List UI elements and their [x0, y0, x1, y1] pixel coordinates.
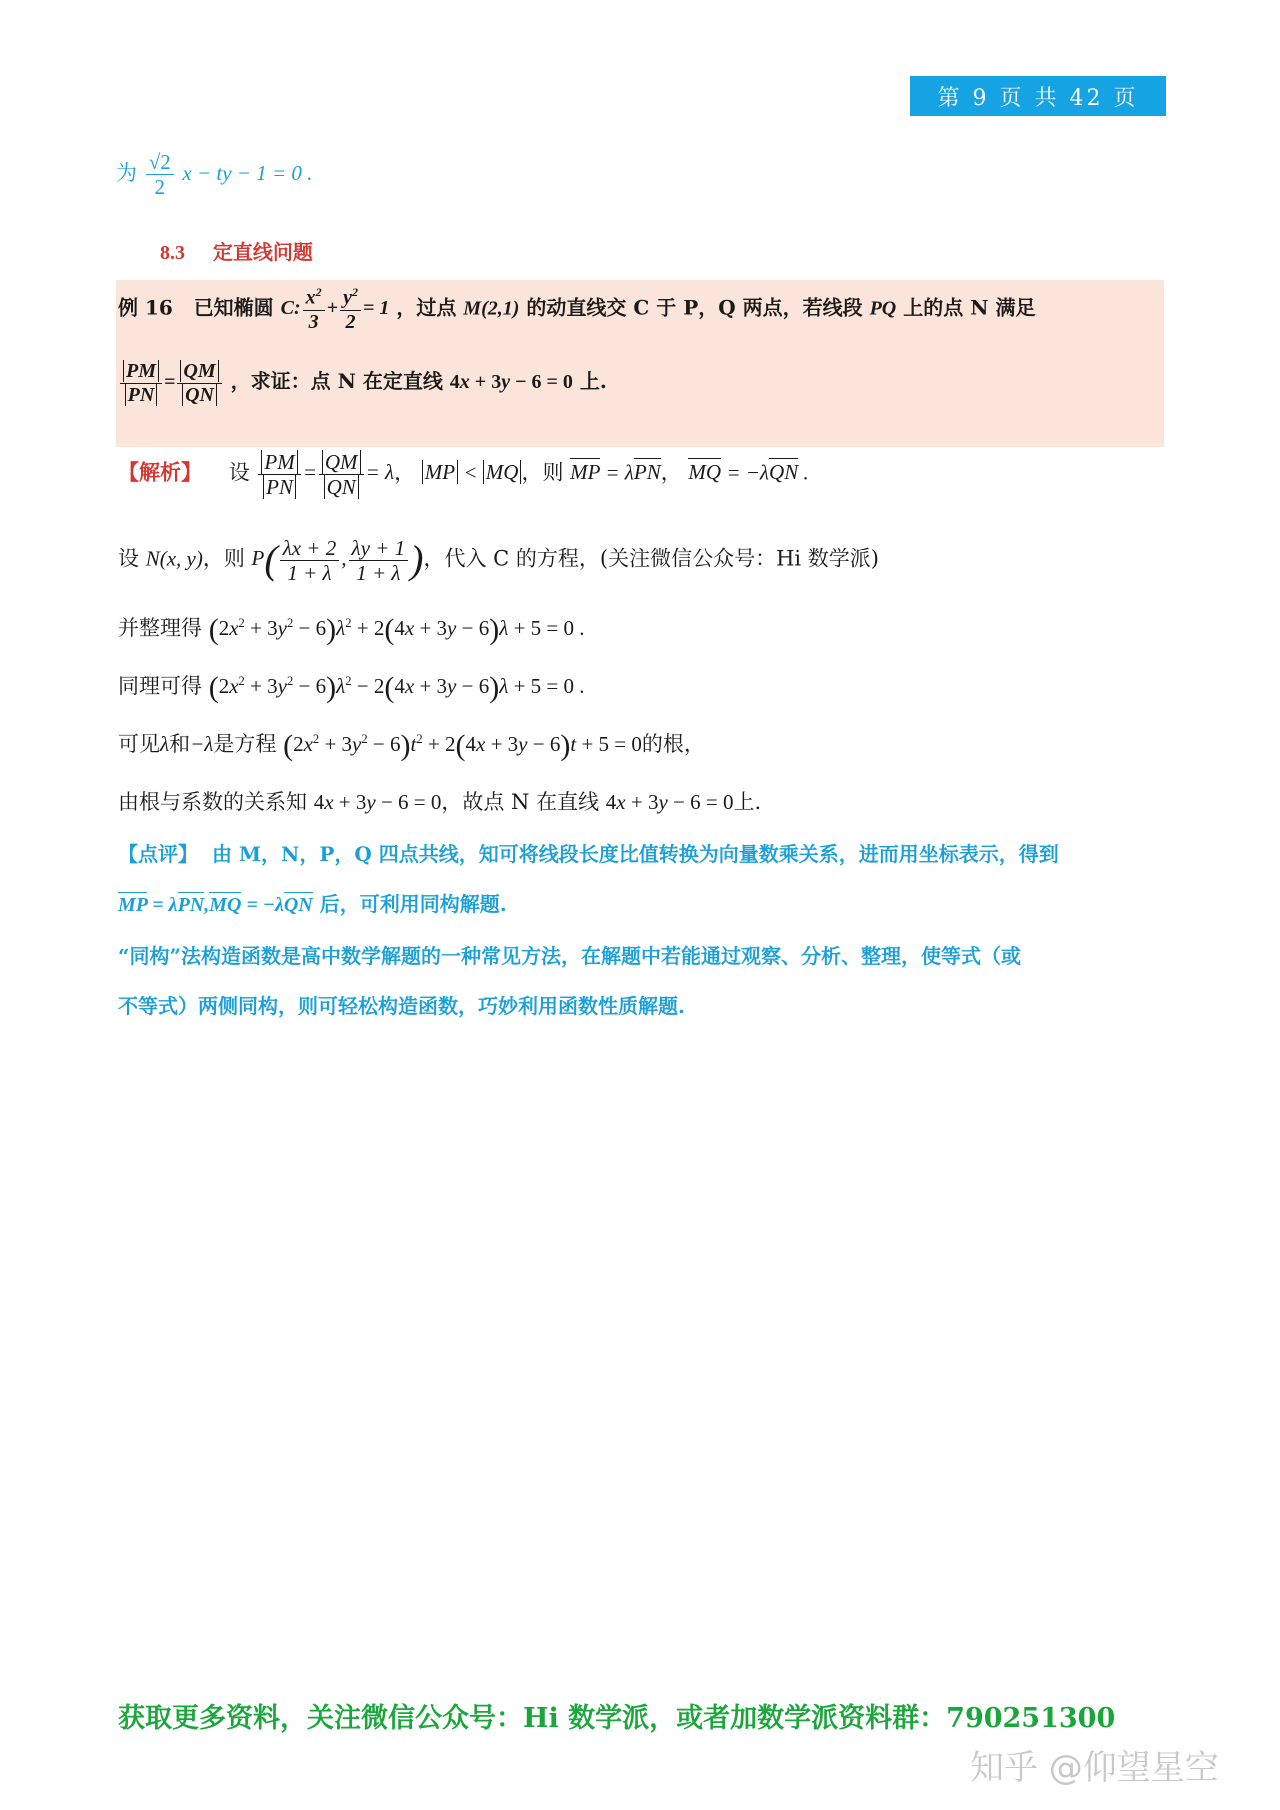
segment-pq: PQ — [869, 297, 897, 320]
example-text-6: 上. — [579, 369, 607, 394]
page-number-badge — [910, 76, 1166, 116]
example-text-4: 上的点 N 满足 — [903, 295, 1036, 320]
zhihu-watermark — [970, 1740, 1219, 1789]
line-equation-2: 4x + 3y − 6 = 0 — [605, 790, 734, 814]
example-text-1: 已知椭圆 — [193, 295, 274, 320]
vector-mq-relation: MQ = −λQN . — [688, 460, 809, 485]
sol-text: ，则 — [521, 460, 564, 485]
sol-text: ， — [660, 460, 682, 485]
sol-text: 的根， — [641, 732, 705, 756]
sol-text: 设 — [118, 546, 139, 571]
section-number: 8.3 — [160, 242, 185, 264]
sol-text: 上. — [733, 790, 762, 814]
comment-line-4 — [118, 990, 685, 1019]
sol-text: 可见 — [118, 732, 160, 756]
line-equation-1: 4x + 3y − 6 = 0 — [313, 790, 442, 814]
vector-relations: MP = λPN,MQ = −λQN — [118, 894, 313, 916]
section-heading — [160, 236, 313, 265]
sol-text: 并整理得 — [118, 616, 202, 640]
sol-text: 由根与系数的关系知 — [118, 790, 307, 814]
example-line-2 — [118, 360, 607, 407]
solution-line-3 — [118, 612, 585, 645]
comment-line-3 — [118, 940, 1021, 969]
comment-line-1 — [118, 838, 1059, 867]
equation-minus: $(2x^2 + 3y^2 - 6)\lambda^2 - 2(4x + 3y - 6)\lambda + 5 = 0$ . — [208, 671, 585, 705]
equation-in-t: $(2x^2 + 3y^2 - 6)t^2 + 2(4x + 3y - 6)t + 5 = 0$ — [283, 729, 642, 763]
mp-less-mq: MP < MQ — [422, 460, 522, 484]
vector-mp-relation: MP = λPN — [570, 460, 661, 485]
solution-line-6 — [118, 786, 761, 816]
comment-text-4: 不等式）两侧同构，则可轻松构造函数，巧妙利用函数性质解题. — [118, 994, 685, 1018]
example-text-5: ，求证：点 N 在定直线 — [230, 369, 443, 394]
watermark-text: 知乎 @仰望星空 — [970, 1748, 1219, 1788]
ratio-condition: $\frac{PM}{PN}$ = $\frac{QM}{QN}$ — [118, 371, 224, 393]
sol-text: ，代入 C 的方程，(关注微信公众号：Hi 数学派) — [423, 546, 879, 571]
comment-label: 【点评】 — [118, 842, 198, 866]
point-m: M(2,1) — [463, 297, 520, 320]
comment-text-3: “同构”法构造函数是高中数学解题的一种常见方法，在解题中若能通过观察、分析、整理，使等式（或 — [118, 944, 1022, 968]
sol-text: ，则 — [202, 546, 245, 571]
lambda-symbol: λ — [160, 732, 170, 756]
page-number-label: 第 9 页 共 42 页 — [937, 85, 1139, 111]
sqrt2-over-2-fraction: $\frac{√2}{2}$ — [146, 150, 174, 199]
prev-prefix: 为 — [116, 161, 137, 186]
sol-text: 和 — [169, 732, 191, 756]
prev-equation: x − ty − 1 = 0 . — [182, 161, 313, 186]
solution-line-2 — [118, 536, 879, 585]
point-p-coords: P( $\frac{\lambda x + 2}{1 + \lambda}$ , $\frac{\lambda y + 1}{1 + \lambda}$ ) — [251, 536, 424, 586]
sol-text: 是方程 — [213, 732, 277, 756]
footer-promo-text: 获取更多资料，关注微信公众号：Hi 数学派，或者加数学派资料群：790251300 — [118, 1703, 1116, 1734]
sol-text: ， — [394, 460, 416, 485]
example-label: 例 16 — [118, 295, 173, 320]
footer-promo — [118, 1696, 1115, 1735]
sol-text: 同理可得 — [118, 674, 202, 698]
solution-line-4 — [118, 670, 585, 703]
section-title: 定直线问题 — [212, 240, 313, 264]
example-text-2: ，过点 — [396, 295, 457, 320]
sol-text: 设 — [228, 460, 250, 485]
point-n-coords: N(x, y) — [145, 546, 203, 571]
solution-label: 【解析】 — [118, 459, 202, 485]
fixed-line-equation: 4x + 3y − 6 = 0 — [449, 371, 573, 394]
example-line-1 — [118, 286, 1035, 334]
previous-equation-line — [116, 150, 312, 199]
ellipse-equation: C: $\frac{x^2}{3}$ + $\frac{y^2}{2}$ = 1 — [280, 285, 390, 333]
equation-plus: $(2x^2 + 3y^2 - 6)\lambda^2 + 2(4x + 3y - 6)\lambda + 5 = 0$ . — [208, 613, 585, 647]
lambda-definition: $\frac{PM}{PN}$ = $\frac{QM}{QN}$ = λ — [256, 460, 394, 484]
neg-lambda-symbol: −λ — [190, 732, 214, 756]
comment-line-2 — [118, 888, 507, 917]
sol-text: ，故点 N 在直线 — [441, 790, 600, 814]
solution-line-5 — [118, 728, 705, 761]
solution-line-1 — [118, 450, 809, 499]
comment-text-1: 由 M，N，P，Q 四点共线，知可将线段长度比值转换为向量数乘关系，进而用坐标表示，得到 — [211, 842, 1059, 866]
example-text-3: 的动直线交 C 于 P，Q 两点，若线段 — [526, 295, 863, 320]
comment-text-2: 后，可利用同构解题. — [319, 892, 507, 916]
